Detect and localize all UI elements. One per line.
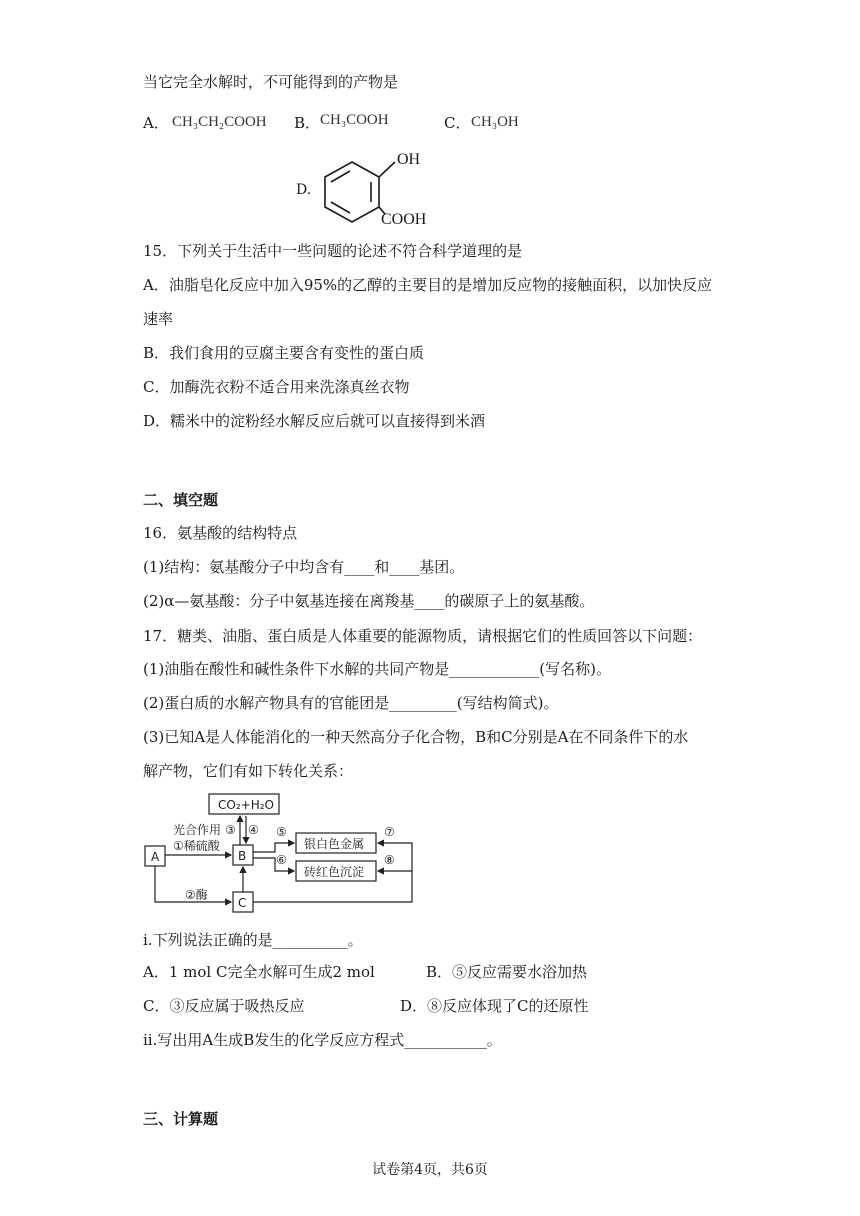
- q17-part-3-cont: 解产物，它们有如下转化关系：: [143, 762, 354, 780]
- q14-option-a-label: A．: [143, 114, 169, 132]
- q14-option-d-label: D.: [296, 182, 312, 198]
- step-2-label: ②酶: [185, 888, 208, 902]
- step-8-label: ⑧: [384, 853, 395, 867]
- silver-metal-label: 银白色金属: [304, 837, 365, 851]
- q15-option-b: B．我们食用的豆腐主要含有变性的蛋白质: [143, 344, 425, 362]
- q17-option-b: B．⑤反应需要水浴加热: [426, 963, 588, 981]
- q15-stem: 15．下列关于生活中一些问题的论述不符合科学道理的是: [143, 242, 523, 260]
- q16-stem: 16．氨基酸的结构特点: [143, 524, 298, 542]
- q17-stem: 17．糖类、油脂、蛋白质是人体重要的能源物质，请根据它们的性质回答以下问题：: [143, 627, 703, 645]
- section-3-title: 三、计算题: [143, 1110, 219, 1128]
- brick-red-label: 砖红色沉淀: [304, 865, 365, 879]
- q14-stem: 当它完全水解时，不可能得到的产物是: [143, 73, 399, 91]
- box-a-label: A: [151, 850, 160, 864]
- q17-sub-ii: ii.写出用A生成B发生的化学反应方程式___________。: [143, 1031, 502, 1049]
- q17-option-d: D．⑧反应体现了C的还原性: [400, 997, 589, 1015]
- q17-sub-i: i.下列说法正确的是__________。: [143, 931, 363, 949]
- salicylic-acid-structure: [310, 140, 460, 230]
- cooh-label: COOH: [381, 211, 427, 228]
- q14-option-b-formula: CH₃COOH: [320, 112, 389, 128]
- q14-option-b-label: B．: [294, 114, 321, 132]
- q15-option-d: D．糯米中的淀粉经水解反应后就可以直接得到米酒: [143, 412, 486, 430]
- box-c-label: C: [238, 896, 247, 910]
- q16-part-1: (1)结构：氨基酸分子中均含有____和____基团。: [143, 558, 465, 576]
- co2-h2o-label: CO₂+H₂O: [218, 798, 274, 812]
- q14-option-a-formula: CH₃CH₂COOH: [172, 114, 267, 130]
- q17-option-a: A．1 mol C完全水解可生成2 mol: [143, 963, 375, 981]
- q17-part-1: (1)油脂在酸性和碱性条件下水解的共同产物是____________(写名称)。: [143, 660, 611, 678]
- box-b-label: B: [238, 849, 247, 863]
- q17-part-2: (2)蛋白质的水解产物具有的官能团是_________(写结构简式)。: [143, 694, 559, 712]
- section-2-title: 二、填空题: [143, 491, 219, 509]
- oh-label: OH: [397, 151, 421, 168]
- step-4-label: ④: [248, 823, 259, 837]
- conversion-diagram: [140, 788, 440, 918]
- step-1-label: ①稀硫酸: [173, 839, 220, 853]
- q17-part-3: (3)已知A是人体能消化的一种天然高分子化合物，B和C分别是A在不同条件下的水: [143, 728, 689, 746]
- q14-option-c-formula: CH₃OH: [471, 114, 519, 130]
- step-6-label: ⑥: [276, 853, 287, 867]
- q15-option-a: A．油脂皂化反应中加入95%的乙醇的主要目的是增加反应物的接触面积，以加快反应: [143, 276, 713, 294]
- page-footer: 试卷第4页，共6页: [372, 1162, 488, 1178]
- q14-option-c-label: C．: [444, 114, 471, 132]
- q16-part-2: (2)α—氨基酸：分子中氨基连接在离羧基____的碳原子上的氨基酸。: [143, 592, 595, 610]
- q15-option-c: C．加酶洗衣粉不适合用来洗涤真丝衣物: [143, 378, 410, 396]
- step-3-label: ③: [225, 823, 236, 837]
- q15-option-a-cont: 速率: [143, 310, 174, 328]
- step-7-label: ⑦: [384, 825, 395, 839]
- q17-option-c: C．③反应属于吸热反应: [143, 997, 305, 1015]
- step-5-label: ⑤: [276, 825, 287, 839]
- photosynthesis-label: 光合作用: [173, 823, 222, 837]
